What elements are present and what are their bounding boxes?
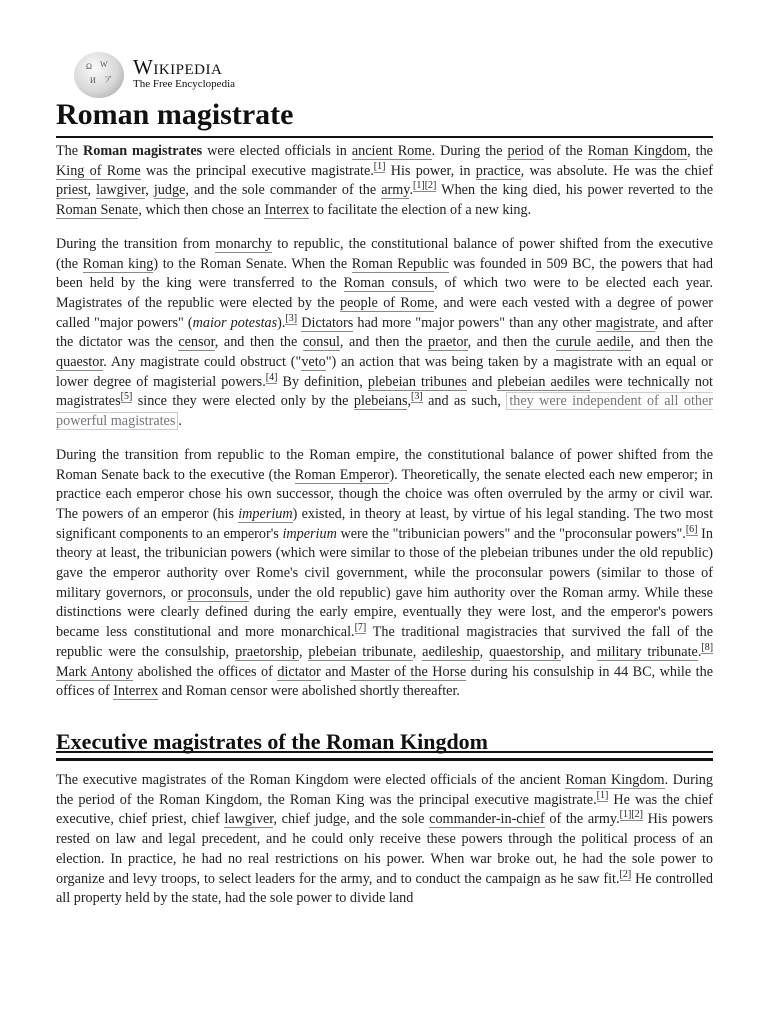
- text: of the: [543, 143, 588, 159]
- citation-link[interactable]: [3]: [285, 312, 298, 324]
- text: ,: [145, 182, 154, 199]
- article-link[interactable]: practice: [475, 162, 521, 179]
- article-link[interactable]: plebeian tribunate: [308, 643, 413, 660]
- text: and Roman censor were abolished shortly thereafter.: [158, 683, 460, 700]
- paragraph: [56, 235, 713, 432]
- text: , under the old republic) gave him authority over the Roman army. While these distinctions were clearly defined during the early empire, eventually they were lost, and the emperor's powers became less constitutional and more monarchical.: [56, 584, 713, 641]
- citation: [121, 391, 133, 403]
- article-link[interactable]: period: [507, 143, 544, 159]
- wordmark-tagline: The Free Encyclopedia: [133, 77, 236, 90]
- text: , the: [687, 143, 713, 159]
- text: , and after the dictator was the: [56, 314, 713, 351]
- text: , and the sole commander of the: [185, 182, 382, 199]
- text: to republic, the constitutional balance of power shifted from the executive (the: [56, 235, 713, 272]
- article-link[interactable]: censor: [178, 334, 215, 351]
- article-link[interactable]: Roman Republic: [351, 255, 449, 272]
- article-link[interactable]: commander-in-chief: [429, 811, 545, 828]
- text: .: [697, 643, 702, 660]
- italic-text: maior potestas: [192, 314, 278, 331]
- text: , and then the: [339, 334, 428, 351]
- text: ") an action that was being taken by a magistrate with an equal or lower degree of magisterial powers.: [56, 354, 713, 390]
- article-link[interactable]: ancient Rome: [351, 143, 432, 159]
- citation-link[interactable]: [1]: [596, 789, 609, 801]
- article-link[interactable]: plebeian tribunes: [367, 373, 467, 390]
- text: During the transition from: [56, 235, 216, 252]
- citation: [285, 313, 297, 325]
- text: , and were each vested with a degree of power called "major powers" (: [56, 294, 713, 331]
- text: His power, in: [385, 162, 476, 179]
- article-link[interactable]: Mark Antony: [56, 663, 134, 680]
- text: By definition,: [277, 373, 368, 390]
- text: , was absolute. He was the chief: [520, 162, 713, 179]
- article-link[interactable]: Roman Emperor: [294, 466, 390, 483]
- text: during his consulship in 44 BC, while the offices of: [56, 663, 713, 700]
- text: In theory at least, the tribunician powers (which were similar to those of the plebeian tribunes under the old republic) gave the emperor authority over Rome's civil government, while the proconsular powers (similar to those of military governors, or: [56, 525, 713, 601]
- text: .: [178, 413, 182, 430]
- article-link[interactable]: quaestor: [56, 354, 104, 371]
- text: The traditional magistracies that survived the fall of the republic were the consulship,: [56, 624, 713, 660]
- article-link[interactable]: monarchy: [215, 235, 273, 252]
- article-link[interactable]: lawgiver: [96, 182, 146, 199]
- text: of the army.: [544, 811, 620, 828]
- article-body: [56, 142, 713, 923]
- citation: [355, 622, 367, 634]
- article-link[interactable]: people of Rome: [340, 294, 435, 311]
- text: were technically not magistrates: [56, 373, 713, 410]
- citation-link[interactable]: [1]: [619, 809, 632, 821]
- text: ,: [298, 643, 309, 660]
- citation: [597, 790, 609, 802]
- text: The executive magistrates of the Roman Kingdom were elected officials of the ancient: [56, 771, 566, 788]
- text: , and then the: [214, 334, 303, 351]
- article-link[interactable]: magistrate: [595, 314, 655, 331]
- text: , which then chose an: [138, 202, 265, 219]
- text: . During the period of the Roman Kingdom, the Roman King was the principal executive magistrate.: [56, 771, 713, 808]
- citation: [620, 869, 632, 881]
- article-link[interactable]: Roman Kingdom: [565, 771, 665, 788]
- italic-text: imperium: [282, 525, 337, 542]
- bold-text: Roman magistrates: [82, 143, 203, 159]
- text: When the king died, his power reverted to the: [436, 182, 714, 199]
- text: , and then the: [630, 334, 714, 351]
- article-link[interactable]: lawgiver: [224, 811, 274, 828]
- wordmark[interactable]: [133, 56, 235, 91]
- citation: [413, 180, 425, 192]
- citation-link[interactable]: [4]: [265, 371, 278, 383]
- citation-link[interactable]: [7]: [354, 622, 367, 634]
- text: to facilitate the election of a new king.: [309, 202, 532, 219]
- article-link[interactable]: Interrex: [113, 683, 159, 700]
- section-heading: [56, 728, 713, 761]
- article-link[interactable]: Master of the Horse: [350, 663, 467, 680]
- article-link[interactable]: quaestorship: [489, 643, 561, 660]
- text: and: [320, 663, 351, 680]
- text: He controlled all property held by the state, had the sole power to divide land: [56, 870, 713, 907]
- highlighted-phrase: they were independent of all other powerful magistrates: [56, 393, 713, 430]
- article-link[interactable]: Roman Kingdom: [587, 143, 688, 159]
- article-link[interactable]: veto: [301, 354, 326, 371]
- article-link[interactable]: priest: [56, 182, 88, 199]
- citation: [266, 372, 278, 384]
- citation-link[interactable]: [2]: [424, 180, 437, 192]
- text: ,: [412, 643, 423, 660]
- citation-link[interactable]: [1]: [373, 160, 386, 172]
- citation: [686, 524, 698, 536]
- article-link[interactable]: Roman consuls: [343, 275, 435, 292]
- article-link[interactable]: judge: [153, 182, 186, 199]
- citation: [425, 180, 437, 192]
- citation: [411, 391, 423, 403]
- citation-link[interactable]: [6]: [685, 523, 698, 535]
- text: and as such,: [422, 393, 507, 410]
- text: , of which two were to be elected each year. Magistrates of the republic were elected by the: [56, 275, 713, 311]
- wikipedia-globe-logo[interactable]: Ω W И ア: [74, 52, 124, 98]
- text: His powers rested on law and legal precedent, and he could only receive these powers through the political process of an election. In practice, he had no real restrictions on his power. When war broke out, he had the sole power to organize and levy troops, to select leaders for the army, and to conduct the campaign as he saw fit.: [56, 811, 713, 887]
- citation-link[interactable]: [2]: [631, 809, 643, 821]
- article-link[interactable]: consul: [302, 334, 340, 351]
- page-title: Roman magistrate: [56, 96, 713, 138]
- paragraph: [56, 771, 713, 909]
- article-link[interactable]: praetor: [427, 334, 468, 351]
- text: . Any magistrate could obstruct (": [103, 354, 302, 371]
- text: ) to the Roman Senate. When the: [153, 255, 352, 272]
- paragraph: [56, 446, 713, 702]
- text: . During the: [431, 143, 508, 159]
- article-link[interactable]: proconsuls: [187, 584, 249, 601]
- text: since they were elected only by the: [132, 393, 354, 410]
- text: had more "major powers" than any other: [353, 314, 596, 331]
- citation: [374, 161, 386, 173]
- text: He was the chief executive, chief priest, chief: [56, 791, 713, 828]
- text: ).: [277, 314, 286, 331]
- article-link[interactable]: praetorship: [235, 643, 299, 660]
- text: ,: [87, 182, 97, 199]
- text: were the "tribunician powers" and the "proconsular powers".: [336, 525, 686, 542]
- citation-link[interactable]: [5]: [120, 391, 133, 403]
- text: , and then the: [467, 334, 556, 351]
- text: During the transition from republic to the Roman empire, the constitutional balance of power shifted from the Roman Senate back to the executive (the: [56, 446, 713, 483]
- text: was founded in 509 BC, the powers that had been held by the king were transferred to the: [56, 255, 713, 292]
- text: ). Theoretically, the senate elected each new emperor; in practice each emperor chose his own successor, though the choice was often overruled by the army or civil war. The powers of an emperor (his: [56, 466, 713, 522]
- text: were elected officials in: [202, 143, 352, 159]
- citation: [701, 642, 713, 654]
- citation: [631, 809, 643, 821]
- article-link[interactable]: plebeians: [353, 393, 408, 410]
- text: Executive magistrates of the Roman Kingdom: [56, 728, 489, 754]
- site-header: [74, 52, 235, 98]
- text: abolished the offices of: [133, 663, 278, 680]
- citation-link[interactable]: [1]: [413, 180, 425, 192]
- text: , and: [560, 643, 597, 660]
- article-link[interactable]: plebeian aediles: [497, 373, 590, 390]
- article-link[interactable]: King of Rome: [56, 162, 141, 179]
- article-link[interactable]: imperium: [238, 505, 293, 522]
- text: ,: [407, 393, 412, 410]
- article-link[interactable]: Interrex: [264, 202, 310, 219]
- citation-link[interactable]: [2]: [619, 868, 632, 880]
- article-link[interactable]: curule aedile: [555, 334, 631, 351]
- article-link[interactable]: army: [381, 182, 410, 199]
- wordmark-title: Wikipedia: [133, 54, 223, 79]
- text: ,: [479, 643, 490, 660]
- text: ) existed, in theory at least, by virtue of his legal standing. The two most significant components to an emperor's: [56, 505, 714, 542]
- article-link[interactable]: Dictators: [301, 314, 354, 331]
- text: was the principal executive magistrate.: [140, 162, 374, 179]
- text: and: [466, 373, 498, 390]
- article-link[interactable]: dictator: [277, 663, 321, 680]
- article-link[interactable]: Roman Senate: [56, 202, 139, 219]
- citation-link[interactable]: [3]: [411, 391, 423, 403]
- article-link[interactable]: military tribunate: [596, 643, 698, 660]
- article-link[interactable]: Roman king: [82, 255, 154, 272]
- text: .: [409, 182, 414, 199]
- article-link[interactable]: aedileship: [422, 643, 480, 660]
- paragraph: [56, 142, 713, 221]
- text: The: [56, 143, 83, 159]
- text: , chief judge, and the sole: [273, 811, 430, 828]
- citation: [620, 809, 632, 821]
- citation-link[interactable]: [8]: [701, 641, 714, 653]
